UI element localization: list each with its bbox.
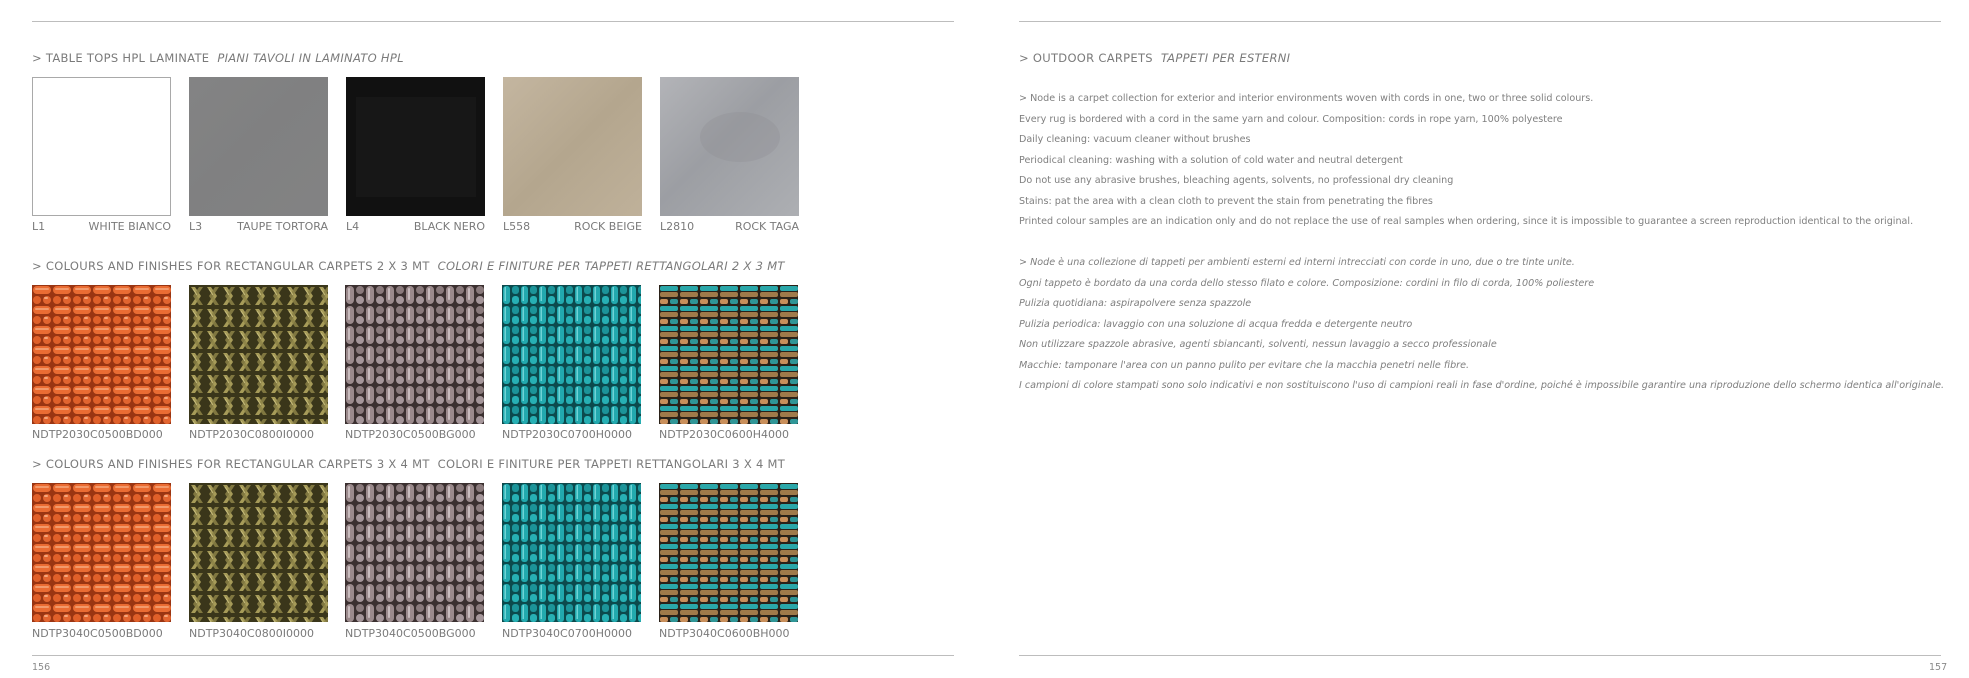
caption-carpet-2x3-1: NDTP2030C0500BD000 [32, 428, 163, 441]
olive-weave [189, 483, 328, 622]
tabletops-title: > TABLE TOPS HPL LAMINATE [32, 51, 210, 65]
swatch-carpet-2x3-orange [32, 285, 171, 424]
caption-name: WHITE BIANCO [88, 220, 171, 233]
caption-code: L558 [503, 220, 531, 233]
caption-name: ROCK TAGA [735, 220, 799, 233]
olive-weave [189, 285, 328, 424]
en-line-6: Stains: pat the area with a clean cloth to prevent the stain from penetrating the fibres [1019, 196, 1433, 207]
orange-weave [32, 285, 171, 424]
caption-carpet-2x3-2: NDTP2030C0800I0000 [189, 428, 314, 441]
swatch-rock-beige [503, 77, 642, 216]
mix-weave [659, 285, 798, 424]
caption-carpet-3x4-3: NDTP3040C0500BG000 [345, 627, 476, 640]
carpets-2x3-title-it: COLORI E FINITURE PER TAPPETI RETTANGOLARI 2 X 3 MT [437, 259, 785, 273]
swatch-carpet-2x3-teal [502, 285, 641, 424]
caption-carpet-3x4-1: NDTP3040C0500BD000 [32, 627, 163, 640]
orange-weave [32, 483, 171, 622]
swatch-carpet-3x4-olive [189, 483, 328, 622]
taga-texture [660, 77, 799, 216]
swatch-carpet-3x4-taupe [345, 483, 484, 622]
teal-weave [502, 483, 641, 622]
top-rule-right [1019, 21, 1941, 22]
beige-texture [503, 77, 642, 216]
caption-carpet-2x3-5: NDTP2030C0600H4000 [659, 428, 789, 441]
swatch-taupe-tortora [189, 77, 328, 216]
taupe-weave [345, 483, 484, 622]
it-line-7: I campioni di colore stampati sono solo indicativi e non sostituiscono l'uso di campioni reali in fase d'ordine, poiché è impossibile garantire una riproduzione dello schermo identica all'originale. [1019, 380, 1945, 391]
outdoor-carpets-heading [1019, 51, 1290, 65]
carpets-3x4-title: > COLOURS AND FINISHES FOR RECTANGULAR CARPETS 3 X 4 MT [32, 457, 430, 471]
en-line-1: > Node is a carpet collection for exterior and interior environments woven with cords in one, two or three solid colours. [1019, 93, 1594, 104]
caption-code: L2810 [660, 220, 695, 233]
it-line-4: Pulizia periodica: lavaggio con una soluzione di acqua fredda e detergente neutro [1019, 319, 1413, 330]
en-line-5: Do not use any abrasive brushes, bleaching agents, solvents, no professional dry cleaning [1019, 175, 1454, 186]
bottom-rule-left [32, 655, 954, 656]
it-line-6: Macchie: tamponare l'area con un panno pulito per evitare che la macchia penetri nelle fibre. [1019, 360, 1470, 371]
caption-code: L4 [346, 220, 360, 233]
it-line-5: Non utilizzare spazzole abrasive, agenti sbiancanti, solventi, nessun lavaggio a secco professionale [1019, 339, 1497, 350]
carpets-2x3-heading [32, 259, 785, 273]
caption-carpet-3x4-4: NDTP3040C0700H0000 [502, 627, 632, 640]
swatch-carpet-3x4-teal [502, 483, 641, 622]
caption-carpet-3x4-5: NDTP3040C0600BH000 [659, 627, 790, 640]
carpets-3x4-heading [32, 457, 785, 471]
caption-name: ROCK BEIGE [574, 220, 642, 233]
en-line-2: Every rug is bordered with a cord in the same yarn and colour. Composition: cords in rope yarn, 100% polyestere [1019, 114, 1563, 125]
en-line-4: Periodical cleaning: washing with a solution of cold water and neutral detergent [1019, 155, 1403, 166]
en-line-7: Printed colour samples are an indication only and do not replace the use of real samples when ordering, since it is impossible to guarantee a screen reproduction identical to the original. [1019, 216, 1914, 227]
caption-name: TAUPE TORTORA [237, 220, 328, 233]
swatch-carpet-3x4-orange [32, 483, 171, 622]
taupe-weave [345, 285, 484, 424]
caption-carpet-2x3-3: NDTP2030C0500BG000 [345, 428, 476, 441]
swatch-carpet-3x4-mix [659, 483, 798, 622]
swatch-rock-taga [660, 77, 799, 216]
caption-code: L3 [189, 220, 203, 233]
black-texture [346, 77, 485, 216]
taupe-texture [189, 77, 328, 216]
swatch-carpet-2x3-taupe [345, 285, 484, 424]
caption-name: BLACK NERO [413, 220, 485, 233]
teal-weave [502, 285, 641, 424]
carpets-3x4-title-it: COLORI E FINITURE PER TAPPETI RETTANGOLARI 3 X 4 MT [437, 457, 786, 471]
it-line-3: Pulizia quotidiana: aspirapolvere senza spazzole [1019, 298, 1252, 309]
tabletops-title-it: PIANI TAVOLI IN LAMINATO HPL [217, 51, 404, 65]
caption-code: L1 [32, 220, 46, 233]
swatch-carpet-2x3-olive [189, 285, 328, 424]
page-number-left: 156 [32, 662, 51, 673]
it-line-2: Ogni tappeto è bordato da una corda dello stesso filato e colore. Composizione: cordini in filo di corda, 100% poliestere [1019, 278, 1595, 289]
outdoor-carpets-title: > OUTDOOR CARPETS [1019, 51, 1153, 65]
en-line-3: Daily cleaning: vacuum cleaner without brushes [1019, 134, 1251, 145]
bottom-rule-right [1019, 655, 1941, 656]
swatch-black-nero [346, 77, 485, 216]
mix-weave [659, 483, 798, 622]
page-number-right: 157 [1929, 662, 1948, 673]
caption-carpet-2x3-4: NDTP2030C0700H0000 [502, 428, 632, 441]
caption-carpet-3x4-2: NDTP3040C0800I0000 [189, 627, 314, 640]
top-rule-left [32, 21, 954, 22]
swatch-white-bianco [32, 77, 171, 216]
swatch-carpet-2x3-mix [659, 285, 798, 424]
it-line-1: > Node è una collezione di tappeti per ambienti esterni ed interni intrecciati con corde in uno, due o tre tinte unite. [1019, 257, 1575, 268]
carpets-2x3-title: > COLOURS AND FINISHES FOR RECTANGULAR CARPETS 2 X 3 MT [32, 259, 430, 273]
tabletops-heading [32, 51, 404, 65]
outdoor-carpets-title-it: TAPPETI PER ESTERNI [1160, 51, 1291, 65]
